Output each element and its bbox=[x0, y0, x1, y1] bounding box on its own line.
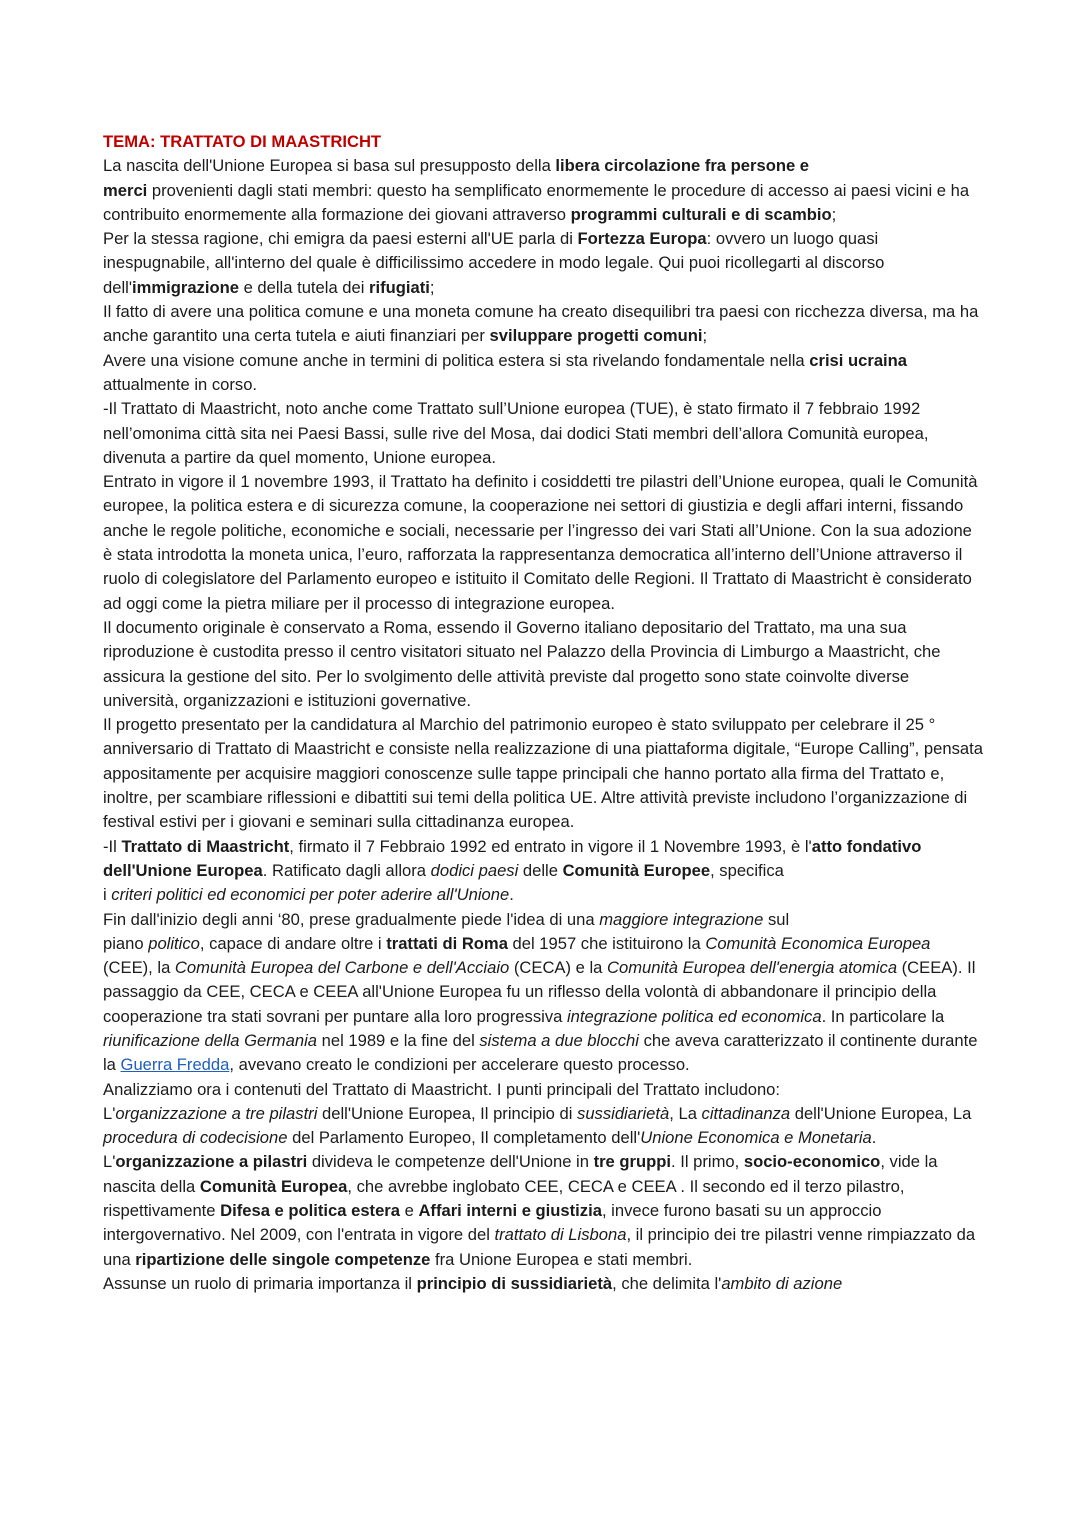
bold-text: organizzazione a pilastri bbox=[115, 1152, 308, 1172]
italic-text: politico bbox=[148, 933, 200, 953]
italic-text: organizzazione a tre pilastri bbox=[115, 1103, 318, 1123]
paragraph bbox=[103, 300, 983, 349]
italic-text: cittadinanza bbox=[701, 1103, 791, 1123]
text-run: fra Unione Europea e stati membri. bbox=[430, 1249, 693, 1269]
bold-text: immigrazione bbox=[132, 277, 239, 297]
paragraph bbox=[103, 1078, 983, 1151]
paragraph bbox=[103, 908, 983, 1078]
text-run: , capace di andare oltre i bbox=[199, 933, 387, 953]
text-run: , vide la nascita della bbox=[103, 1152, 938, 1196]
text-run: i bbox=[103, 885, 112, 905]
text-run: (CECA) e la bbox=[509, 958, 607, 978]
text-run: Fin dall'inizio degli anni ‘80, prese gradualmente piede l'idea di una bbox=[103, 909, 600, 929]
text-run: ; bbox=[831, 204, 837, 224]
italic-text: dodici paesi bbox=[430, 860, 519, 880]
italic-text: sussidiarietà bbox=[577, 1103, 670, 1123]
text-run: , specifica bbox=[710, 860, 784, 880]
italic-text: maggiore integrazione bbox=[599, 909, 764, 929]
text-run: , La bbox=[669, 1103, 702, 1123]
text-run: e della tutela dei bbox=[238, 277, 370, 297]
text-run: Avere una visione comune anche in termini di politica estera si sta rivelando fondamentale nella bbox=[103, 350, 810, 370]
paragraph bbox=[103, 397, 983, 470]
italic-text: integrazione politica ed economica bbox=[566, 1006, 822, 1026]
bold-text: atto fondativo dell'Unione Europea bbox=[103, 836, 922, 880]
text-run: Il fatto di avere una politica comune e una moneta comune ha creato disequilibri tra paesi con ricchezza diversa, ma ha anche garantito una certa tutela e aiuti finanziari per bbox=[103, 302, 979, 346]
text-run: (CEE), la bbox=[103, 958, 175, 978]
text-run: , avevano creato le condizioni per accelerare questo processo. bbox=[229, 1055, 690, 1075]
document-title: TEMA: TRATTATO DI MAASTRICHT bbox=[103, 132, 382, 151]
text-run: Il progetto presentato per la candidatura al Marchio del patrimonio europeo è stato sviluppato per celebrare il 25 ° anniversario di Trattato di Maastricht e consiste nella realizzazione di una piattaforma digitale, “Europe Calling”, pensata appositamente per acquisire maggiori conoscenze sulle tappe principali che hanno portato alla firma del Trattato e, inoltre, per scambiare riflessioni e dibattiti sui temi della politica UE. Altre attività previste includono l’organizzazione di festival estivi per i giovani e seminari sulla cittadinanza europea. bbox=[103, 715, 983, 832]
text-run: (CEEA). Il passaggio da CEE, CECA e CEEA all'Unione Europea fu un riflesso della volontà di abbandonare il principio della cooperazione tra stati sovrani per puntare alla loro progressiva bbox=[103, 958, 976, 1026]
bold-text: trattati di Roma bbox=[386, 933, 508, 953]
text-run: . In particolare la bbox=[821, 1006, 945, 1026]
inline-link[interactable]: Guerra Fredda bbox=[120, 1055, 230, 1075]
text-run: del Parlamento Europeo, Il completamento dell' bbox=[287, 1128, 641, 1148]
text-run: divideva le competenze dell'Unione in bbox=[307, 1152, 594, 1172]
bold-text: crisi ucraina bbox=[809, 350, 908, 370]
bold-text: Affari interni e giustizia bbox=[418, 1201, 602, 1221]
bold-text: Comunità Europee bbox=[562, 860, 711, 880]
bold-text: libera circolazione fra persone e bbox=[555, 156, 810, 176]
paragraph bbox=[103, 616, 983, 713]
text-run: Per la stessa ragione, chi emigra da paesi esterni all'UE parla di bbox=[103, 229, 578, 249]
italic-text: criteri politici ed economici per poter aderire all'Unione bbox=[111, 885, 510, 905]
italic-text: sistema a due blocchi bbox=[479, 1030, 639, 1050]
bold-text: rifugiati bbox=[369, 277, 430, 297]
text-run: Entrato in vigore il 1 novembre 1993, il Trattato ha definito i cosiddetti tre pilastri dell’Unione europea, quali le Comunità europee, la politica estera e di sicurezza comune, la cooperazione nei settori di giustizia e degli affari interni, fissando anche le regole politiche, economiche e sociali, necessarie per l’ingresso dei vari Stati all’Unione. Con la sua adozione è stata introdotta la moneta unica, l’euro, rafforzata la rappresentanza democratica all’interno dell’Unione attraverso il ruolo di colegislatore del Parlamento europeo e istituito il Comitato delle Regioni. Il Trattato di Maastricht è considerato ad oggi come la pietra miliare per il processo di integrazione europea. bbox=[103, 472, 978, 613]
text-run: piano bbox=[103, 933, 149, 953]
paragraph bbox=[103, 1272, 983, 1296]
text-run: . bbox=[871, 1128, 877, 1148]
bold-text: Fortezza Europa bbox=[577, 229, 707, 249]
italic-text: Unione Economica e Monetaria bbox=[640, 1128, 872, 1148]
text-run: , firmato il 7 Febbraio 1992 ed entrato in vigore il 1 Novembre 1993, è l' bbox=[289, 836, 812, 856]
text-run: che aveva caratterizzato il continente durante la bbox=[103, 1030, 978, 1075]
text-run: , invece furono basati su un approccio intergovernativo. Nel 2009, con l'entrata in vigore del bbox=[103, 1201, 882, 1245]
bold-text: socio-economico bbox=[743, 1152, 881, 1172]
italic-text: ambito di azione bbox=[721, 1273, 843, 1293]
text-run: Assunse un ruolo di primaria importanza il bbox=[103, 1273, 417, 1293]
paragraph bbox=[103, 1150, 983, 1271]
text-run: -Il Trattato di Maastricht, noto anche come Trattato sull’Unione europea (TUE), è stato firmato il 7 febbraio 1992 nell’omonima città sita nei Paesi Bassi, sulle rive del Mosa, dai dodici Stati membri dell’allora Comunità europea, divenuta a partire da quel momento, Unione europea. bbox=[103, 399, 929, 467]
text-run: Analizziamo ora i contenuti del Trattato di Maastricht. I punti principali del Trattato includono: bbox=[103, 1079, 781, 1099]
document-page bbox=[103, 130, 983, 1296]
text-run: attualmente in corso. bbox=[103, 374, 258, 394]
italic-text: Comunità Europea dell'energia atomica bbox=[607, 958, 898, 978]
text-run: Il documento originale è conservato a Roma, essendo il Governo italiano depositario del Trattato, ma una sua riproduzione è custodita presso il centro visitatori situato nel Palazzo della Provincia di Limburgo a Maastricht, che assicura la gestione del sito. Per lo svolgimento delle attività previste dal progetto sono state coinvolte diverse università, organizzazioni e istituzioni governative. bbox=[103, 617, 941, 710]
text-run: , il principio dei tre pilastri venne rimpiazzato da una bbox=[103, 1225, 976, 1269]
bold-text: programmi culturali e di scambio bbox=[570, 204, 832, 224]
text-run: . Ratificato dagli allora bbox=[262, 860, 431, 880]
text-run: provenienti dagli stati membri: questo ha semplificato enormemente le procedure di accesso ai paesi vicini e ha contribuito enormemente alla formazione dei giovani attraverso bbox=[103, 180, 970, 224]
text-run: delle bbox=[518, 860, 563, 880]
italic-text: Comunità Economica Europea bbox=[705, 933, 931, 953]
bold-text: sviluppare progetti comuni bbox=[489, 326, 703, 346]
text-run: , che avrebbe inglobato CEE, CECA e CEEA . Il secondo ed il terzo pilastro, rispettivamente bbox=[103, 1176, 905, 1221]
bold-text: merci bbox=[103, 180, 148, 200]
italic-text: Comunità Europea del Carbone e dell'Acciaio bbox=[174, 958, 510, 978]
paragraph bbox=[103, 154, 983, 227]
text-run: La nascita dell'Unione Europea si basa sul presupposto della bbox=[103, 156, 556, 176]
text-run: ; bbox=[429, 277, 435, 297]
paragraph bbox=[103, 227, 983, 300]
text-run: nel 1989 e la fine del bbox=[317, 1030, 480, 1050]
text-run: . bbox=[509, 885, 514, 905]
text-run: e bbox=[400, 1201, 419, 1221]
bold-text: tre gruppi bbox=[593, 1152, 671, 1172]
text-run: , che delimita l' bbox=[612, 1273, 722, 1293]
text-run: dell'Unione Europea, La bbox=[790, 1103, 972, 1123]
document-body bbox=[103, 154, 983, 1296]
text-run: sul bbox=[763, 909, 790, 929]
bold-text: ripartizione delle singole competenze bbox=[135, 1249, 431, 1269]
text-run: L' bbox=[103, 1152, 116, 1172]
bold-text: Comunità Europea bbox=[199, 1176, 348, 1196]
text-run: ; bbox=[702, 326, 708, 346]
italic-text: riunificazione della Germania bbox=[103, 1030, 317, 1050]
paragraph bbox=[103, 835, 983, 908]
text-run: : ovvero un luogo quasi inespugnabile, all'interno del quale è difficilissimo accedere in modo legale. Qui puoi ricollegarti al discorso dell' bbox=[103, 229, 885, 297]
text-run: L' bbox=[103, 1103, 116, 1123]
paragraph bbox=[103, 713, 983, 834]
text-run: del 1957 che istituirono la bbox=[507, 933, 706, 953]
text-run: . Il primo, bbox=[671, 1152, 744, 1172]
paragraph bbox=[103, 349, 983, 398]
italic-text: trattato di Lisbona bbox=[494, 1225, 627, 1245]
bold-text: Trattato di Maastricht bbox=[121, 836, 290, 856]
italic-text: procedura di codecisione bbox=[103, 1128, 288, 1148]
bold-text: principio di sussidiarietà bbox=[416, 1273, 613, 1293]
paragraph bbox=[103, 470, 983, 616]
bold-text: Difesa e politica estera bbox=[220, 1201, 400, 1221]
text-run: dell'Unione Europea, Il principio di bbox=[317, 1103, 578, 1123]
text-run: -Il bbox=[103, 836, 122, 856]
